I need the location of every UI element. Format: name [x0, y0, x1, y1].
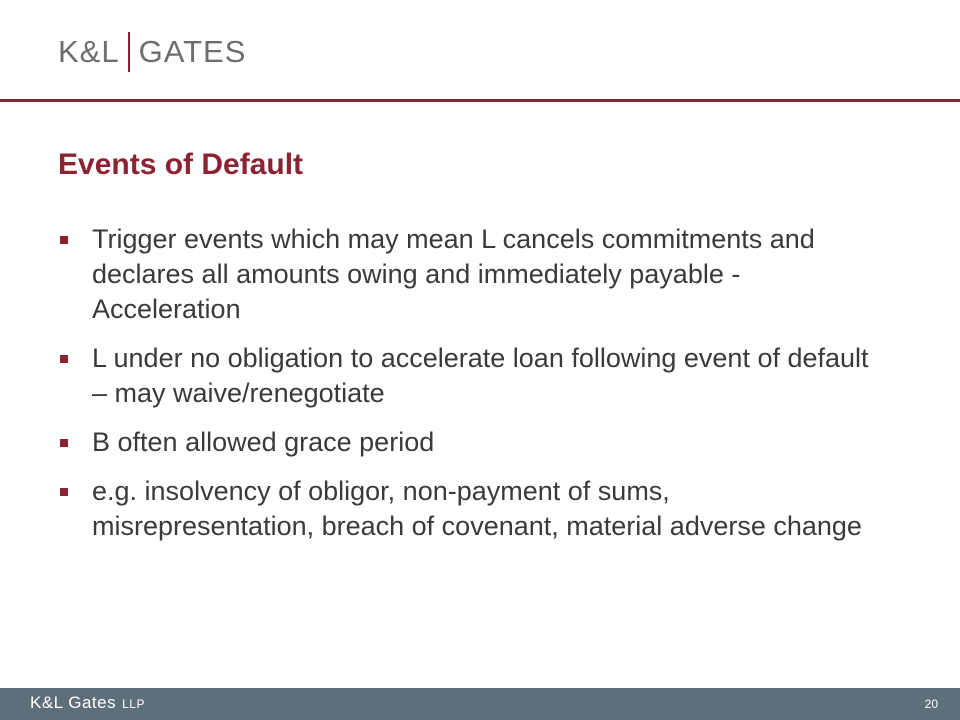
logo-right-text: GATES [138, 34, 247, 69]
bullet-text: L under no obligation to accelerate loan following event of default – may waive/renegotiate [92, 343, 869, 408]
bullet-item [58, 341, 878, 411]
footer-brand-name: K&L Gates [30, 693, 117, 712]
header-divider-line [0, 99, 960, 102]
logo-divider [128, 32, 130, 72]
bullet-text: B often allowed grace period [92, 427, 435, 457]
bullet-text: e.g. insolvency of obligor, non-payment of sums, misrepresentation, breach of covenant, material adverse change [92, 476, 862, 541]
bullet-item [58, 425, 878, 460]
bullet-item [58, 222, 878, 327]
square-bullet-icon [60, 355, 68, 363]
square-bullet-icon [60, 488, 68, 496]
bullet-list [58, 222, 878, 558]
header-logo [58, 30, 246, 74]
page-number: 20 [924, 697, 938, 711]
bullet-text: Trigger events which may mean L cancels commitments and declares all amounts owing and immediately payable - Acceleration [92, 224, 815, 324]
footer-bar [0, 688, 960, 720]
bullet-item [58, 474, 878, 544]
slide-title: Events of Default [58, 148, 304, 181]
footer-brand-suffix: LLP [122, 697, 145, 711]
footer-brand [30, 693, 145, 713]
square-bullet-icon [60, 439, 68, 447]
logo-left-text: K&L [58, 34, 120, 69]
square-bullet-icon [60, 236, 68, 244]
